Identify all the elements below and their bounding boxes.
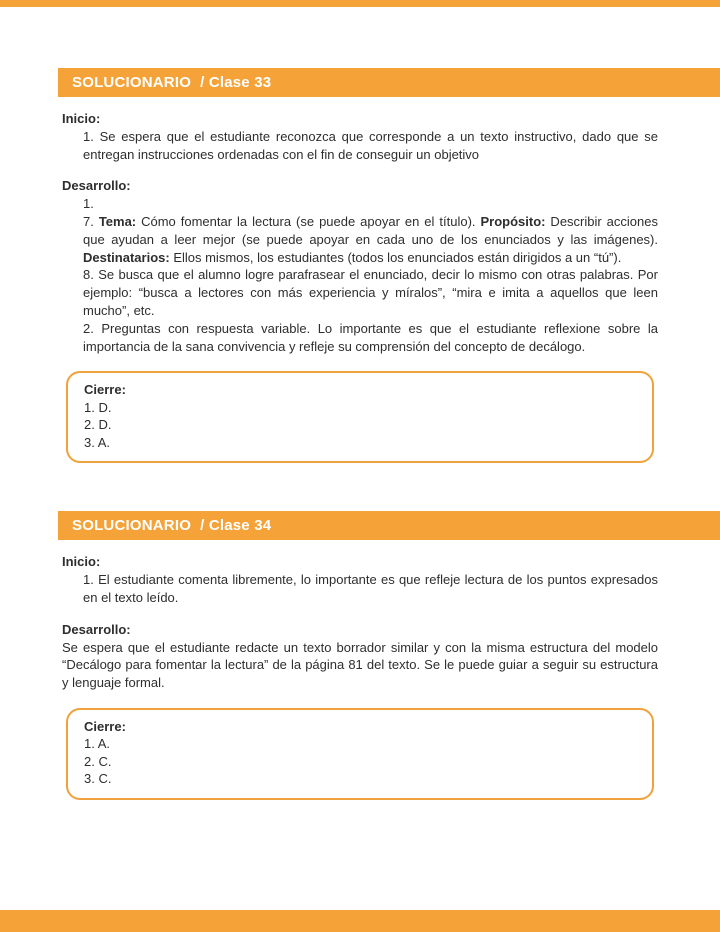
header-subtitle: / Clase 33 (200, 74, 272, 91)
inicio-label: Inicio: (62, 554, 101, 570)
item-7-tema-label: Tema: (98, 213, 137, 229)
section-header-clase-33 (58, 68, 720, 97)
desarrollo-paragraph: Se espera que el estudiante redacte un texto borrador similar y con la misma estructura del modelo “Decálogo para fomentar la lectura” de la página 81 del texto. Se le puede guiar a seguir su estructura y lenguaje formal. (62, 639, 658, 691)
header-subtitle: / Clase 34 (200, 517, 272, 535)
desarrollo-item-2: 2. Preguntas con respuesta variable. Lo importante es que el estudiante reflexione sobre la importancia de la sana convivencia y refleje su comprensión del concepto de decálogo. (83, 320, 658, 354)
bottom-border-strip (0, 910, 720, 932)
header-title: SOLUCIONARIO (72, 517, 192, 535)
top-border-strip (0, 0, 720, 7)
cierre-answer: 1. A. (84, 736, 111, 752)
cierre-box-clase-33 (66, 371, 654, 463)
inicio-paragraph: 1. Se espera que el estudiante reconozca que corresponde a un texto instructivo, dado que se entregan instrucciones ordenadas con el fin de conseguir un objetivo (83, 128, 658, 162)
item-7-proposito-text: Describir acciones que ayudan a leer mejor (se puede apoyar en cada uno de los enunciados y las imágenes). (83, 213, 658, 247)
inicio-label: Inicio: (62, 111, 101, 126)
desarrollo-item-7 (83, 213, 658, 266)
cierre-box-clase-34 (66, 708, 654, 800)
cierre-answer: 2. D. (84, 417, 112, 433)
cierre-label: Cierre: (84, 382, 126, 398)
desarrollo-label: Desarrollo: (62, 621, 131, 637)
cierre-label: Cierre: (84, 718, 126, 734)
item-7-destinatarios-label: Destinatarios: (83, 249, 170, 265)
cierre-answer: 3. A. (84, 434, 111, 450)
desarrollo-label: Desarrollo: (62, 178, 131, 194)
section-body (62, 553, 658, 800)
section-body (62, 110, 658, 463)
item-7-destinatarios-text: Ellos mismos, los estudiantes (todos los enunciados están dirigidos a un “tú”). (169, 249, 622, 265)
section-clase-34 (0, 511, 720, 800)
inicio-paragraph: 1. El estudiante comenta libremente, lo importante es que refleje lectura de los puntos expresados en el texto leído. (83, 572, 658, 605)
section-clase-33 (0, 68, 720, 463)
desarrollo-item-8: 8. Se busca que el alumno logre parafrasear el enunciado, decir lo mismo con otras palabras. Por ejemplo: “busca a lectores con más experiencia y míralos”, “mira e imita a aquellos que leen mucho”, etc. (83, 267, 658, 318)
section-header-clase-34 (58, 511, 720, 540)
item-7-tema-text: Cómo fomentar la lectura (se puede apoyar en el título). (136, 213, 481, 229)
item-7-proposito-label: Propósito: (480, 213, 546, 229)
cierre-answer: 3. C. (84, 771, 112, 787)
cierre-answer: 2. C. (84, 753, 112, 769)
desarrollo-item-1: 1. (83, 196, 94, 212)
header-title: SOLUCIONARIO (72, 74, 192, 91)
item-7-number: 7. (83, 213, 99, 229)
cierre-answer: 1. D. (84, 399, 112, 415)
